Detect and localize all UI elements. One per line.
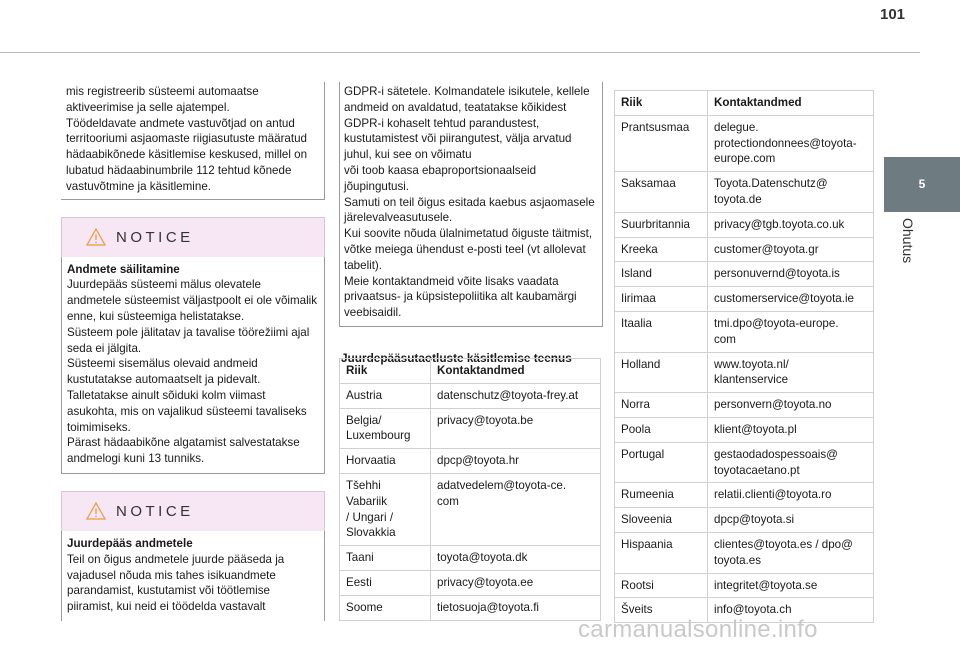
column-header: Riik bbox=[615, 91, 708, 116]
contact-cell: dpcp@toyota.si bbox=[708, 508, 874, 533]
table-row bbox=[615, 532, 874, 573]
contact-cell: info@toyota.ch bbox=[708, 598, 874, 623]
table-row bbox=[340, 383, 601, 408]
contact-cell: klient@toyota.pl bbox=[708, 417, 874, 442]
country-cell: Sloveenia bbox=[615, 508, 708, 533]
contact-cell: personuvernd@toyota.is bbox=[708, 262, 874, 287]
contact-cell: integritet@toyota.se bbox=[708, 573, 874, 598]
country-cell: Tšehhi Vabariik / Ungari / Slovakkia bbox=[340, 473, 431, 545]
table-row bbox=[615, 172, 874, 213]
contact-cell: privacy@toyota.ee bbox=[431, 570, 601, 595]
intro-text-box: GDPR-i sätetele. Kolmandatele isikutele, kellele andmeid on avaldatud, teatatakse kõikidest GDPR-i kohaselt tehtud parandustest, kustutamistest või piirangutest, välja arvatud juhul, kui see on võimatu või toob kaasa ebaproportsionaalseid jõupingutusi. Samuti on teil õigus esitada kaebus asjaomasele järelevalveasutusele. Kui soovite nõuda ülalnimetatud õiguste täitmist, võtke meiega ühendust e-posti teel (vt allolevat tabelit). Meie kontaktandmeid võite lisaks vaadata privaatsus- ja küpsistepoliitika alt kaubamärgi veebisaidil. bbox=[339, 82, 603, 327]
warning-icon bbox=[86, 228, 106, 246]
table-row bbox=[340, 570, 601, 595]
table-row bbox=[615, 483, 874, 508]
column-header: Riik bbox=[340, 359, 431, 384]
table-row bbox=[615, 287, 874, 312]
country-cell: Hispaania bbox=[615, 532, 708, 573]
contact-cell: customer@toyota.gr bbox=[708, 237, 874, 262]
header-divider bbox=[0, 52, 920, 53]
contact-cell: Toyota.Datenschutz@ toyota.de bbox=[708, 172, 874, 213]
table-row bbox=[615, 573, 874, 598]
table-row bbox=[340, 473, 601, 545]
notice-text: Juurdepääs süsteemi mälus olevatele andmetele süsteemist väljastpoolt ei ole võimalik enne, kui süsteemiga helistatakse. Süsteem pole jälitatav ja tavalise töörežiimi ajal seda ei jälgita. Süsteemi sisemälus olevaid andmeid kustutatakse automaatselt ja pidevalt. Talletatakse ainult sõiduki kolm viimast asukohta, mis on vajalikud süsteemi tavaliseks toimimiseks. Pärast hädaabikõne algatamist salvestatakse andmelogi kuni 13 tunniks. bbox=[67, 278, 318, 466]
country-cell: Prantsusmaa bbox=[615, 115, 708, 171]
country-cell: Holland bbox=[615, 352, 708, 393]
page-number: 101 bbox=[880, 6, 906, 23]
contact-cell: tietosuoja@toyota.fi bbox=[431, 595, 601, 620]
country-cell: Taani bbox=[340, 546, 431, 571]
contact-cell: personvern@toyota.no bbox=[708, 393, 874, 418]
table-row bbox=[615, 115, 874, 171]
contact-cell: privacy@tgb.toyota.co.uk bbox=[708, 212, 874, 237]
country-cell: Soome bbox=[340, 595, 431, 620]
table-row bbox=[340, 546, 601, 571]
country-cell: Austria bbox=[340, 383, 431, 408]
table-row bbox=[615, 212, 874, 237]
country-cell: Kreeka bbox=[615, 237, 708, 262]
contact-cell: datenschutz@toyota-frey.at bbox=[431, 383, 601, 408]
intro-text-box: mis registreerib süsteemi automaatse aktiveerimise ja selle ajatempel. Töödeldavate andmete vastuvõtjad on antud territooriumi asjaomaste riigiasutuste määratud hädaabikõnede käsitlemise keskused, millel on lubatud hädaabinumbrile 112 tehtud kõnede vastuvõtmine ja käsitlemine. bbox=[61, 82, 325, 200]
notice-title: NOTICE bbox=[116, 502, 194, 520]
table-row bbox=[615, 352, 874, 393]
country-cell: Poola bbox=[615, 417, 708, 442]
table-row bbox=[340, 595, 601, 620]
notice-body bbox=[61, 531, 325, 621]
table-row bbox=[615, 508, 874, 533]
contact-cell: dpcp@toyota.hr bbox=[431, 449, 601, 474]
country-cell: Suurbritannia bbox=[615, 212, 708, 237]
notice-header bbox=[61, 217, 325, 257]
table-row bbox=[615, 237, 874, 262]
contact-cell: delegue. protectiondonnees@toyota- europe.com bbox=[708, 115, 874, 171]
contact-cell: www.toyota.nl/ klantenservice bbox=[708, 352, 874, 393]
table-row bbox=[340, 449, 601, 474]
contact-cell: customerservice@toyota.ie bbox=[708, 287, 874, 312]
table-row bbox=[615, 393, 874, 418]
table-row bbox=[615, 417, 874, 442]
country-cell: Island bbox=[615, 262, 708, 287]
column-header: Kontaktandmed bbox=[708, 91, 874, 116]
country-cell: Portugal bbox=[615, 442, 708, 483]
chapter-title: Ohutus bbox=[900, 218, 916, 264]
notice-body bbox=[61, 257, 325, 474]
notice-subhead: Juurdepääs andmetele bbox=[67, 536, 193, 550]
country-cell: Norra bbox=[615, 393, 708, 418]
country-cell: Iirimaa bbox=[615, 287, 708, 312]
chapter-tab[interactable]: 5 bbox=[884, 157, 960, 212]
contact-cell: relatii.clienti@toyota.ro bbox=[708, 483, 874, 508]
table-header-row bbox=[340, 359, 601, 384]
notice-text: Teil on õigus andmetele juurde pääseda ja vajadusel nõuda mis tahes isikuandmete parandamist, kustutamist või töötlemise piiramist, kui neid ei töödelda vastavalt bbox=[67, 552, 285, 614]
country-cell: Horvaatia bbox=[340, 449, 431, 474]
notice-header bbox=[61, 491, 325, 531]
country-cell: Itaalia bbox=[615, 311, 708, 352]
contacts-table-2 bbox=[614, 90, 874, 623]
country-cell: Eesti bbox=[340, 570, 431, 595]
contacts-table-1 bbox=[339, 358, 601, 621]
country-cell: Rootsi bbox=[615, 573, 708, 598]
table-row bbox=[615, 442, 874, 483]
country-cell: Saksamaa bbox=[615, 172, 708, 213]
table-row bbox=[615, 262, 874, 287]
notice-title: NOTICE bbox=[116, 228, 194, 246]
contact-cell: tmi.dpo@toyota-europe. com bbox=[708, 311, 874, 352]
table-row bbox=[615, 311, 874, 352]
contact-cell: gestaodadospessoais@ toyotacaetano.pt bbox=[708, 442, 874, 483]
contact-cell: clientes@toyota.es / dpo@ toyota.es bbox=[708, 532, 874, 573]
country-cell: Belgia/ Luxembourg bbox=[340, 408, 431, 449]
contact-cell: privacy@toyota.be bbox=[431, 408, 601, 449]
watermark: carmanualsonline.info bbox=[578, 616, 818, 643]
table-row bbox=[340, 408, 601, 449]
middle-column bbox=[339, 82, 603, 375]
column-header: Kontaktandmed bbox=[431, 359, 601, 384]
section-title: Juurdepääsutaotluste käsitlemise teenus bbox=[341, 351, 572, 365]
notice-subhead: Andmete säilitamine bbox=[67, 262, 180, 276]
contact-cell: toyota@toyota.dk bbox=[431, 546, 601, 571]
table-header-row bbox=[615, 91, 874, 116]
country-cell: Šveits bbox=[615, 598, 708, 623]
left-column bbox=[61, 82, 325, 621]
contact-cell: adatvedelem@toyota-ce. com bbox=[431, 473, 601, 545]
warning-icon bbox=[86, 502, 106, 520]
country-cell: Rumeenia bbox=[615, 483, 708, 508]
